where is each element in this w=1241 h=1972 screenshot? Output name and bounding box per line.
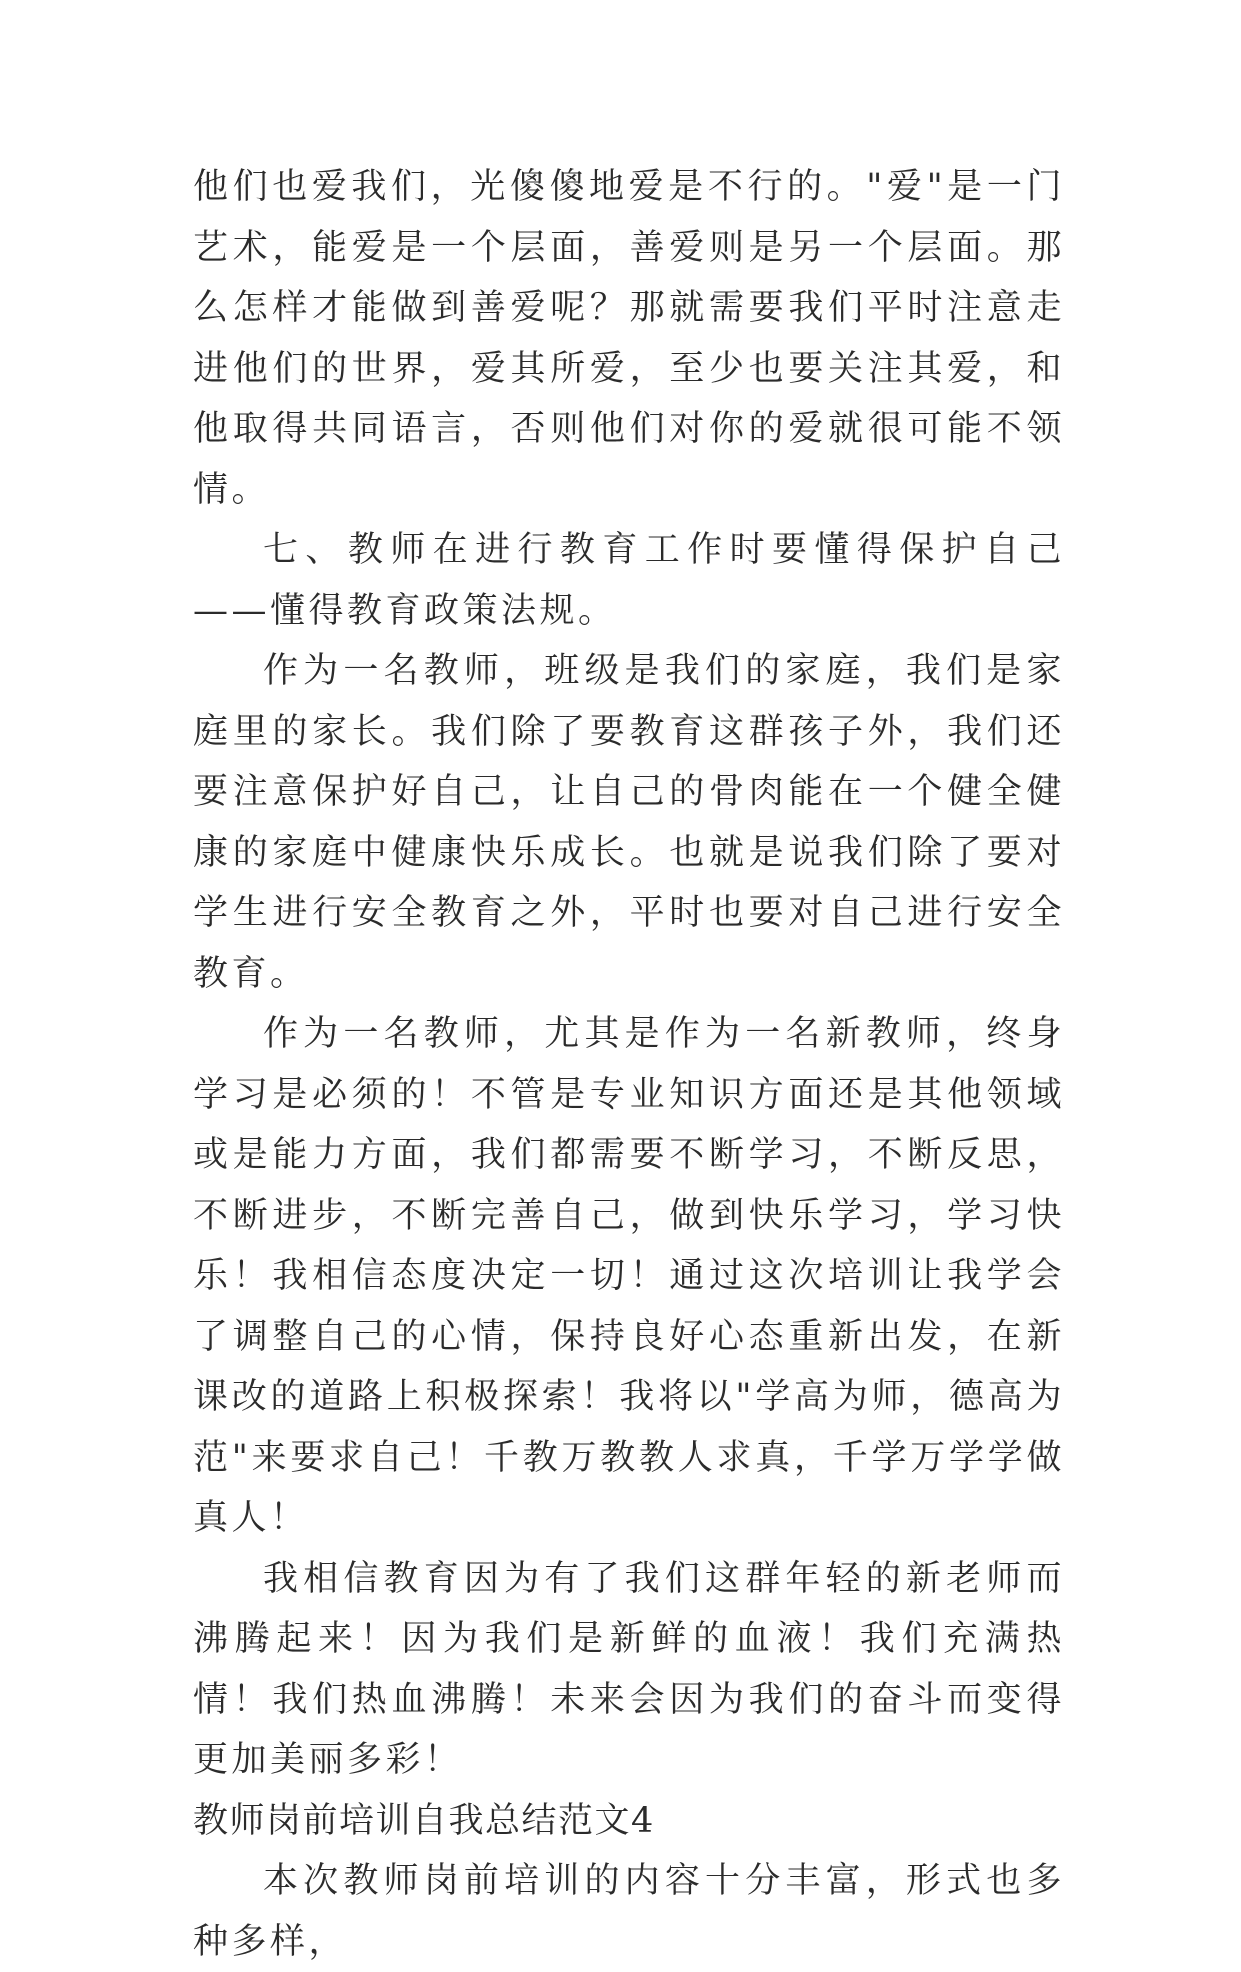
paragraph-teacher-family: 作为一名教师，班级是我们的家庭，我们是家庭里的家长。我们除了要教育这群孩子外，我们还要注意保护好自己，让自己的骨肉能在一个健全健康的家庭中健康快乐成长。也就是说我们除了要对学生进行安全教育之外，平时也要对自己进行安全教育。	[193, 651, 1065, 994]
document-body	[193, 157, 1065, 1972]
paragraph-training-content: 本次教师岗前培训的内容十分丰富，形式也多种多样，	[193, 1861, 1065, 1962]
paragraph-lifelong-learning: 作为一名教师，尤其是作为一名新教师，终身学习是必须的！不管是专业知识方面还是其他领域或是能力方面，我们都需要不断学习，不断反思，不断进步，不断完善自己，做到快乐学习，学习快乐！我相信态度决定一切！通过这次培训让我学会了调整自己的心情，保持良好心态重新出发，在新课改的道路上积极探索！我将以"学高为师，德高为范"来要求自己！千教万教教人求真，千学万学学做真人！	[193, 1014, 1065, 1538]
paragraph-young-teachers: 我相信教育因为有了我们这群年轻的新老师而沸腾起来！因为我们是新鲜的血液！我们充满热情！我们热血沸腾！未来会因为我们的奋斗而变得更加美丽多彩！	[193, 1558, 1065, 1780]
paragraph-continuation: 他们也爱我们，光傻傻地爱是不行的。"爱"是一门艺术，能爱是一个层面，善爱则是另一个层面。那么怎样才能做到善爱呢？那就需要我们平时注意走进他们的世界，爱其所爱，至少也要关注其爱，和他取得共同语言，否则他们对你的爱就很可能不领情。	[193, 167, 1065, 510]
paragraph-section-seven: 七、教师在进行教育工作时要懂得保护自己——懂得教育政策法规。	[193, 530, 1065, 631]
section-heading: 教师岗前培训自我总结范文4	[193, 1800, 655, 1841]
